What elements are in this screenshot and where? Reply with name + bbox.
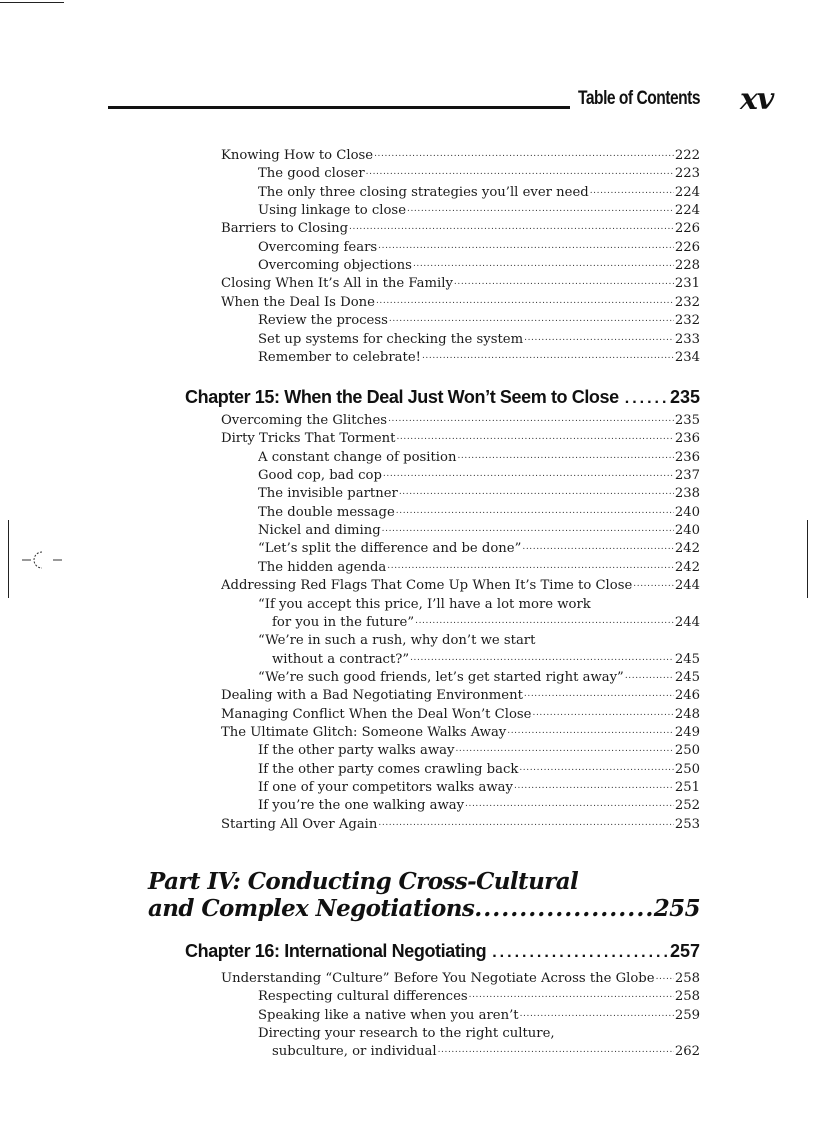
toc-leader-dots <box>399 484 674 501</box>
toc-entry-title: Good cop, bad cop <box>258 468 382 484</box>
toc-entry-title: “If you accept this price, I’ll have a lot more work <box>258 596 591 612</box>
toc-leader-dots <box>625 390 670 408</box>
toc-chapter-heading[interactable] <box>185 936 700 962</box>
toc-entry-title: Knowing How to Close <box>221 148 374 163</box>
toc-leader-dots <box>590 183 674 200</box>
header-section-title: Table of Contents <box>578 88 701 109</box>
toc-entry-page: 232 <box>674 313 700 329</box>
toc-entry[interactable] <box>258 1024 700 1043</box>
toc-entry[interactable] <box>258 778 700 797</box>
toc-entry[interactable] <box>221 969 700 988</box>
toc-entry-page: 244 <box>674 578 700 594</box>
toc-entry-page: 234 <box>674 349 700 365</box>
toc-entry-page: 226 <box>674 221 700 237</box>
toc-leader-dots <box>656 969 674 986</box>
toc-leader-dots <box>410 650 674 667</box>
toc-leader-dots <box>524 686 674 703</box>
toc-leader-dots <box>633 576 674 593</box>
toc-leader-dots <box>514 778 674 795</box>
toc-leader-dots <box>519 760 673 777</box>
toc-entry-title: Nickel and diming <box>258 523 381 539</box>
toc-entry-page: 231 <box>674 276 700 292</box>
toc-leader-dots <box>492 944 670 962</box>
toc-entry-title: “Let’s split the difference and be done” <box>258 541 522 557</box>
toc-entry-page: 237 <box>674 468 700 484</box>
toc-leader-dots <box>522 539 673 556</box>
toc-entry-title: Set up systems for checking the system <box>258 331 524 347</box>
toc-entry[interactable] <box>258 631 700 650</box>
toc-entry-page: 258 <box>674 989 700 1005</box>
toc-entry-title: Starting All Over Again <box>221 816 378 832</box>
toc-entry-title: Dirty Tricks That Torment <box>221 431 396 447</box>
toc-entry-page: 233 <box>674 331 700 347</box>
toc-entry-page: 248 <box>674 706 700 722</box>
toc-leader-dots <box>383 466 674 483</box>
toc-entry[interactable] <box>258 987 700 1006</box>
crop-mark-top <box>0 2 64 3</box>
toc-entry-title: The Ultimate Glitch: Someone Walks Away <box>221 724 507 740</box>
toc-entry-title: for you in the future” <box>272 614 415 630</box>
toc-entry-title: The double message <box>258 504 395 520</box>
toc-leader-dots <box>376 293 674 310</box>
toc-entry[interactable] <box>258 183 700 202</box>
toc-leader-dots <box>396 429 673 446</box>
toc-leader-dots <box>457 448 673 465</box>
toc-entry-page: 246 <box>674 688 700 704</box>
toc-leader-dots <box>387 558 674 575</box>
toc-entry-title: The hidden agenda <box>258 559 387 575</box>
toc-entry[interactable] <box>258 238 700 257</box>
toc-entry[interactable] <box>221 293 700 312</box>
toc-entry[interactable] <box>258 164 700 183</box>
toc-entry-page: 242 <box>674 559 700 575</box>
toc-entry[interactable] <box>258 521 700 540</box>
toc-entry[interactable] <box>258 796 700 815</box>
part-title-line2: and Complex Negotiations <box>148 895 475 922</box>
toc-entry[interactable] <box>258 256 700 275</box>
toc-leader-dots <box>388 411 674 428</box>
toc-entry-page: 222 <box>674 148 700 163</box>
header-page-numeral: xv <box>740 82 774 117</box>
toc-entry[interactable] <box>221 576 700 595</box>
header-rule <box>108 106 570 109</box>
toc-entry-title: Addressing Red Flags That Come Up When It’s Time to Close <box>221 578 633 594</box>
toc-entry-title: Respecting cultural differences <box>258 989 468 1005</box>
toc-leader-dots <box>469 987 674 1004</box>
toc-leader-dots <box>454 274 674 291</box>
toc-entry-title: The invisible partner <box>258 486 398 502</box>
chapter-page: 235 <box>669 387 700 407</box>
toc-entry-title: subculture, or individual <box>272 1044 437 1060</box>
toc-leader-dots <box>407 201 674 218</box>
toc-entry-page: 252 <box>674 798 700 814</box>
toc-entry-title: Overcoming the Glitches <box>221 413 388 428</box>
toc-entry-page: 228 <box>674 258 700 274</box>
toc-entry[interactable] <box>258 1006 700 1025</box>
registration-mark-icon <box>22 548 62 572</box>
toc-leader-dots <box>438 1042 674 1059</box>
toc-entry-page: 238 <box>674 486 700 502</box>
part-title-line2-row <box>148 895 700 922</box>
toc-entry-page: 240 <box>674 504 700 520</box>
toc-entry[interactable] <box>272 1042 700 1061</box>
toc-entry-title: If you’re the one walking away <box>258 798 465 814</box>
toc-entry-title: If the other party walks away <box>258 743 455 759</box>
toc-entry-title: A constant change of position <box>258 449 457 465</box>
toc-entry-title: Understanding “Culture” Before You Negotiate Across the Globe <box>221 971 655 986</box>
toc-chapter-heading[interactable] <box>185 382 700 408</box>
chapter-title: Chapter 16: International Negotiating <box>185 941 487 961</box>
part-title-line1: Part IV: Conducting Cross-Cultural <box>148 868 579 895</box>
toc-leader-dots <box>382 521 674 538</box>
running-header <box>108 82 780 117</box>
toc-entry-page: 245 <box>674 651 700 667</box>
toc-leader-dots <box>465 796 674 813</box>
toc-leader-dots <box>474 895 654 922</box>
toc-entry[interactable] <box>221 274 700 293</box>
toc-entry-page: 235 <box>674 413 700 428</box>
toc-entry-page: 259 <box>674 1007 700 1023</box>
crop-mark-right <box>807 520 808 598</box>
toc-entry-page: 251 <box>674 780 700 795</box>
toc-entry-title: Overcoming objections <box>258 258 412 274</box>
toc-entry-title: Remember to celebrate! <box>258 349 421 365</box>
toc-leader-dots <box>374 146 674 163</box>
toc-entry-page: 250 <box>674 761 700 777</box>
toc-entry-title: “We’re such good friends, let’s get started right away” <box>258 669 624 685</box>
toc-leader-dots <box>533 705 674 722</box>
toc-entry[interactable] <box>221 429 700 448</box>
toc-leader-dots <box>520 1006 674 1023</box>
toc-entry[interactable] <box>221 686 700 705</box>
toc-entry[interactable] <box>272 613 700 632</box>
toc-entry[interactable] <box>221 146 700 165</box>
toc-entry-title: The only three closing strategies you’ll ever need <box>258 184 589 200</box>
toc-entry[interactable] <box>258 330 700 349</box>
toc-entry[interactable] <box>258 558 700 577</box>
toc-entry-title: Directing your research to the right culture, <box>258 1026 555 1042</box>
chapter-page: 257 <box>669 941 700 961</box>
toc-entry-title: without a contract?” <box>272 651 410 667</box>
toc-entry-page: 236 <box>674 449 700 465</box>
toc-leader-dots <box>625 668 674 685</box>
toc-entry[interactable] <box>258 484 700 503</box>
toc-entry[interactable] <box>258 760 700 779</box>
toc-leader-dots <box>366 164 674 181</box>
chapter-title: Chapter 15: When the Deal Just Won’t Seem to Close <box>185 387 619 407</box>
toc-entry-title: Barriers to Closing <box>221 221 349 237</box>
toc-leader-dots <box>349 219 674 236</box>
toc-entry-title: When the Deal Is Done <box>221 294 375 310</box>
toc-leader-dots <box>413 256 674 273</box>
toc-entry-page: 242 <box>674 541 700 557</box>
toc-entry[interactable] <box>221 705 700 724</box>
toc-entry-title: Dealing with a Bad Negotiating Environment <box>221 688 523 704</box>
toc-entry-title: The good closer <box>258 166 365 182</box>
toc-entry-title: Review the process <box>258 313 388 329</box>
toc-entry[interactable] <box>221 219 700 238</box>
toc-entry-title: Overcoming fears <box>258 239 378 255</box>
toc-entry[interactable] <box>272 650 700 669</box>
toc-leader-dots <box>378 238 674 255</box>
toc-leader-dots <box>524 330 674 347</box>
toc-entry-page: 224 <box>674 184 700 200</box>
toc-entry-title: “We’re in such a rush, why don’t we start <box>258 633 536 649</box>
toc-entry[interactable] <box>258 311 700 330</box>
toc-entry-page: 236 <box>674 431 700 447</box>
toc-entry-page: 258 <box>674 971 700 986</box>
toc-leader-dots <box>378 815 673 832</box>
toc-entry-page: 226 <box>674 239 700 255</box>
toc-entry-title: If one of your competitors walks away <box>258 780 513 795</box>
toc-entry-page: 253 <box>674 816 700 832</box>
toc-entry-page: 262 <box>674 1044 700 1060</box>
toc-entry[interactable] <box>258 741 700 760</box>
toc-leader-dots <box>507 723 674 740</box>
toc-leader-dots <box>422 348 674 365</box>
toc-entry[interactable] <box>258 539 700 558</box>
toc-entry[interactable] <box>258 448 700 467</box>
crop-mark-left <box>8 520 9 598</box>
toc-entry-page: 249 <box>674 724 700 740</box>
toc-entry[interactable] <box>221 411 700 430</box>
toc-entry-page: 244 <box>674 614 700 630</box>
toc-entry-title: Speaking like a native when you aren’t <box>258 1007 519 1023</box>
toc-entry-title: Using linkage to close <box>258 203 406 219</box>
part-page: 255 <box>653 895 700 922</box>
toc-entry-title: Closing When It’s All in the Family <box>221 276 453 292</box>
toc-entry-page: 224 <box>674 203 700 219</box>
toc-part-heading[interactable] <box>148 868 708 922</box>
toc-entry-page: 223 <box>674 166 700 182</box>
toc-entry[interactable] <box>258 201 700 220</box>
toc-leader-dots <box>389 311 674 328</box>
toc-entry-title: Managing Conflict When the Deal Won’t Close <box>221 706 532 722</box>
toc-entry[interactable] <box>221 815 700 834</box>
toc-entry-page: 245 <box>674 669 700 685</box>
toc-entry[interactable] <box>258 595 700 614</box>
toc-entry[interactable] <box>258 348 700 367</box>
toc-leader-dots <box>396 503 674 520</box>
toc-leader-dots <box>455 741 673 758</box>
toc-entry-page: 232 <box>674 294 700 310</box>
toc-entry-title: If the other party comes crawling back <box>258 761 519 777</box>
toc-entry[interactable] <box>258 466 700 485</box>
toc-entry[interactable] <box>258 503 700 522</box>
toc-entry-page: 240 <box>674 523 700 539</box>
toc-entry-page: 250 <box>674 743 700 759</box>
toc-entry[interactable] <box>221 723 700 742</box>
toc-entry[interactable] <box>258 668 700 687</box>
toc-leader-dots <box>415 613 674 630</box>
